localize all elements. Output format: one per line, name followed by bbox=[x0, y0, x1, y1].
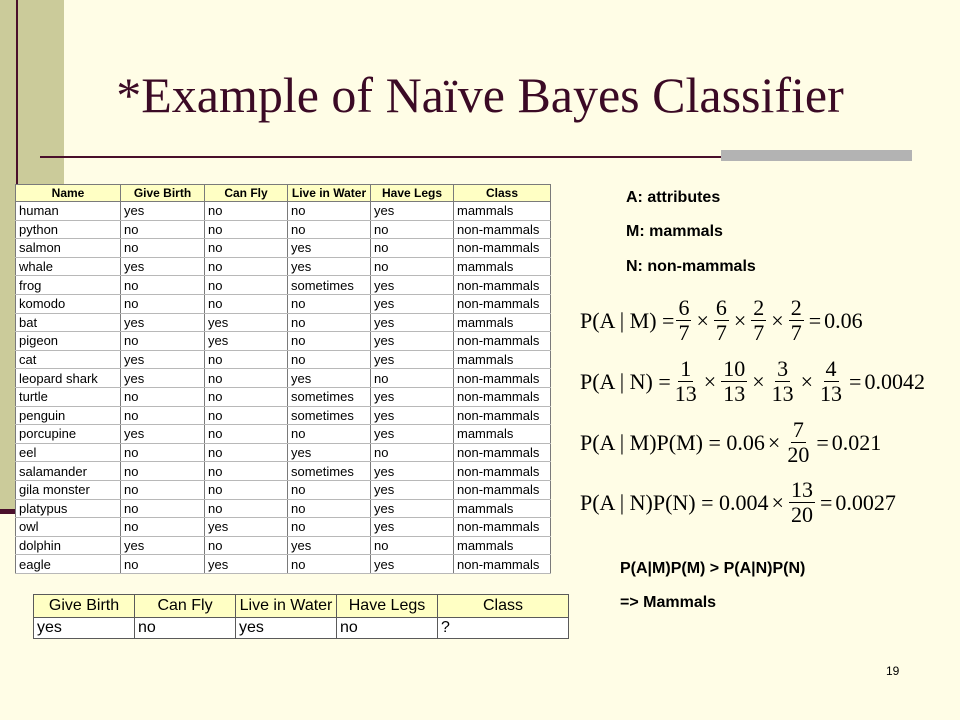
table-cell: no bbox=[205, 536, 288, 555]
table-cell: non-mammals bbox=[454, 480, 551, 499]
fraction bbox=[789, 296, 804, 345]
table-cell: no bbox=[121, 555, 205, 574]
denominator: 20 bbox=[790, 502, 813, 527]
table-cell: yes bbox=[371, 425, 454, 444]
table-cell: no bbox=[205, 257, 288, 276]
table-cell: sometimes bbox=[288, 387, 371, 406]
table-row bbox=[16, 518, 551, 537]
legend-non-mammals: N: non-mammals bbox=[626, 258, 756, 275]
formula-result: 0.0042 bbox=[864, 368, 925, 394]
query-cell: ? bbox=[438, 618, 569, 639]
fraction bbox=[676, 296, 691, 345]
title-accent-bar bbox=[721, 150, 912, 161]
col-header-can-fly: Can Fly bbox=[205, 185, 288, 202]
times-sign: × bbox=[703, 368, 717, 394]
table-cell: no bbox=[205, 369, 288, 388]
times-sign: × bbox=[767, 429, 781, 455]
table-cell: no bbox=[121, 276, 205, 295]
table-cell: no bbox=[121, 294, 205, 313]
fraction bbox=[714, 296, 729, 345]
table-cell: yes bbox=[371, 294, 454, 313]
table-row bbox=[16, 294, 551, 313]
equals-sign: = bbox=[849, 368, 862, 394]
table-cell: mammals bbox=[454, 313, 551, 332]
table-cell: porcupine bbox=[16, 425, 121, 444]
query-col-can-fly: Can Fly bbox=[135, 595, 236, 618]
table-row bbox=[16, 425, 551, 444]
table-cell: yes bbox=[371, 499, 454, 518]
table-cell: gila monster bbox=[16, 480, 121, 499]
table-row bbox=[16, 202, 551, 221]
table-cell: yes bbox=[371, 387, 454, 406]
table-cell: sometimes bbox=[288, 276, 371, 295]
table-row bbox=[16, 369, 551, 388]
equals-sign: = bbox=[819, 489, 833, 515]
table-cell: non-mammals bbox=[454, 332, 551, 351]
denominator: 7 bbox=[678, 320, 690, 345]
table-row bbox=[16, 332, 551, 351]
numerator: 4 bbox=[825, 356, 837, 381]
fraction bbox=[751, 296, 766, 345]
table-cell: no bbox=[205, 202, 288, 221]
numerator: 2 bbox=[753, 295, 765, 320]
table-cell: eel bbox=[16, 443, 121, 462]
table-cell: no bbox=[121, 499, 205, 518]
table-row bbox=[16, 406, 551, 425]
table-cell: no bbox=[205, 443, 288, 462]
table-cell: whale bbox=[16, 257, 121, 276]
times-sign: × bbox=[771, 489, 784, 515]
query-cell: yes bbox=[236, 618, 337, 639]
query-col-give-birth: Give Birth bbox=[34, 595, 135, 618]
col-header-name: Name bbox=[16, 185, 121, 202]
table-cell: no bbox=[205, 387, 288, 406]
query-row bbox=[34, 618, 569, 639]
table-cell: leopard shark bbox=[16, 369, 121, 388]
table-cell: mammals bbox=[454, 202, 551, 221]
table-cell: non-mammals bbox=[454, 387, 551, 406]
table-cell: human bbox=[16, 202, 121, 221]
training-data-table bbox=[15, 184, 551, 574]
table-row bbox=[16, 499, 551, 518]
slide-number: 19 bbox=[886, 664, 900, 678]
table-cell: no bbox=[371, 257, 454, 276]
table-cell: yes bbox=[288, 443, 371, 462]
legend-mammals: M: mammals bbox=[626, 223, 723, 240]
table-cell: no bbox=[288, 518, 371, 537]
fraction bbox=[789, 478, 815, 527]
denominator: 13 bbox=[771, 381, 794, 406]
table-cell: no bbox=[205, 499, 288, 518]
table-cell: mammals bbox=[454, 257, 551, 276]
table-cell: no bbox=[288, 202, 371, 221]
table-cell: sometimes bbox=[288, 406, 371, 425]
table-cell: no bbox=[121, 387, 205, 406]
table-cell: no bbox=[121, 443, 205, 462]
table-row bbox=[16, 536, 551, 555]
formula-lhs: P(A | N) = bbox=[580, 368, 671, 394]
table-cell: salamander bbox=[16, 462, 121, 481]
table-row bbox=[16, 387, 551, 406]
numerator: 6 bbox=[678, 295, 690, 320]
table-cell: yes bbox=[288, 536, 371, 555]
table-cell: non-mammals bbox=[454, 239, 551, 258]
slide-title: *Example of Naïve Bayes Classifier bbox=[116, 67, 844, 123]
table-cell: no bbox=[371, 536, 454, 555]
table-cell: yes bbox=[371, 462, 454, 481]
table-cell: yes bbox=[121, 350, 205, 369]
table-row bbox=[16, 350, 551, 369]
table-cell: non-mammals bbox=[454, 443, 551, 462]
denominator: 13 bbox=[674, 381, 697, 406]
table-cell: dolphin bbox=[16, 536, 121, 555]
numerator: 10 bbox=[723, 356, 746, 381]
table-cell: no bbox=[205, 480, 288, 499]
times-sign: × bbox=[696, 307, 709, 333]
table-cell: non-mammals bbox=[454, 555, 551, 574]
table-cell: mammals bbox=[454, 499, 551, 518]
table-cell: no bbox=[121, 480, 205, 499]
denominator: 13 bbox=[820, 381, 843, 406]
table-cell: mammals bbox=[454, 425, 551, 444]
table-cell: non-mammals bbox=[454, 518, 551, 537]
table-row bbox=[16, 480, 551, 499]
table-cell: no bbox=[371, 220, 454, 239]
times-sign: × bbox=[752, 368, 765, 394]
table-cell: yes bbox=[371, 350, 454, 369]
denominator: 20 bbox=[787, 442, 810, 467]
table-cell: no bbox=[121, 220, 205, 239]
table-cell: no bbox=[371, 443, 454, 462]
table-cell: non-mammals bbox=[454, 369, 551, 388]
table-cell: non-mammals bbox=[454, 276, 551, 295]
query-table bbox=[33, 594, 569, 639]
times-sign: × bbox=[771, 307, 784, 333]
table-cell: yes bbox=[371, 276, 454, 295]
table-cell: yes bbox=[288, 369, 371, 388]
table-cell: bat bbox=[16, 313, 121, 332]
fraction bbox=[770, 357, 796, 406]
table-cell: no bbox=[288, 480, 371, 499]
table-row bbox=[16, 239, 551, 258]
col-header-give-birth: Give Birth bbox=[121, 185, 205, 202]
fraction bbox=[721, 357, 747, 406]
table-cell: yes bbox=[371, 202, 454, 221]
table-cell: mammals bbox=[454, 350, 551, 369]
table-row bbox=[16, 313, 551, 332]
table-cell: no bbox=[205, 239, 288, 258]
table-cell: no bbox=[371, 369, 454, 388]
table-cell: no bbox=[205, 406, 288, 425]
table-body bbox=[16, 202, 551, 574]
fraction bbox=[785, 418, 811, 467]
col-header-have-legs: Have Legs bbox=[371, 185, 454, 202]
col-header-live-in-water: Live in Water bbox=[288, 185, 371, 202]
formula-lhs: P(A | M) = bbox=[580, 307, 675, 333]
table-cell: mammals bbox=[454, 536, 551, 555]
table-cell: yes bbox=[205, 332, 288, 351]
table-cell: yes bbox=[371, 518, 454, 537]
times-sign: × bbox=[733, 307, 747, 333]
table-cell: pigeon bbox=[16, 332, 121, 351]
query-col-have-legs: Have Legs bbox=[337, 595, 438, 618]
legend-attributes: A: attributes bbox=[626, 189, 721, 206]
table-cell: yes bbox=[371, 332, 454, 351]
table-cell: yes bbox=[121, 369, 205, 388]
table-cell: no bbox=[288, 220, 371, 239]
denominator: 7 bbox=[715, 320, 727, 345]
denominator: 7 bbox=[753, 320, 765, 345]
numerator: 7 bbox=[792, 417, 804, 442]
table-row bbox=[16, 443, 551, 462]
table-cell: no bbox=[371, 239, 454, 258]
query-header-row bbox=[34, 595, 569, 618]
table-cell: yes bbox=[371, 480, 454, 499]
denominator: 13 bbox=[723, 381, 746, 406]
numerator: 13 bbox=[790, 477, 813, 502]
table-cell: no bbox=[205, 425, 288, 444]
table-cell: non-mammals bbox=[454, 220, 551, 239]
denominator: 7 bbox=[790, 320, 802, 345]
table-cell: no bbox=[121, 518, 205, 537]
numerator: 1 bbox=[680, 356, 692, 381]
formula-p-a-given-n bbox=[580, 357, 925, 406]
table-cell: no bbox=[205, 294, 288, 313]
table-cell: yes bbox=[121, 257, 205, 276]
comparison-text: P(A|M)P(M) > P(A|N)P(N) bbox=[620, 560, 806, 577]
table-cell: non-mammals bbox=[454, 462, 551, 481]
query-cell: yes bbox=[34, 618, 135, 639]
table-cell: sometimes bbox=[288, 462, 371, 481]
query-col-live-in-water: Live in Water bbox=[236, 595, 337, 618]
table-cell: yes bbox=[121, 536, 205, 555]
table-cell: platypus bbox=[16, 499, 121, 518]
numerator: 2 bbox=[790, 295, 802, 320]
table-row bbox=[16, 220, 551, 239]
table-cell: no bbox=[205, 220, 288, 239]
table-cell: non-mammals bbox=[454, 294, 551, 313]
fraction bbox=[673, 357, 699, 406]
query-cell: no bbox=[135, 618, 236, 639]
table-cell: no bbox=[288, 294, 371, 313]
formula-p-a-given-m bbox=[580, 296, 863, 345]
formula-result: 0.06 bbox=[824, 307, 863, 333]
table-cell: yes bbox=[371, 313, 454, 332]
query-col-class: Class bbox=[438, 595, 569, 618]
numerator: 3 bbox=[777, 356, 789, 381]
table-cell: turtle bbox=[16, 387, 121, 406]
table-cell: yes bbox=[121, 425, 205, 444]
table-cell: yes bbox=[371, 406, 454, 425]
table-cell: yes bbox=[205, 518, 288, 537]
times-sign: × bbox=[800, 368, 814, 394]
table-cell: yes bbox=[121, 313, 205, 332]
formula-posterior-non-mammals bbox=[580, 478, 896, 527]
formula-result: 0.0027 bbox=[835, 489, 896, 515]
table-cell: no bbox=[288, 332, 371, 351]
table-cell: python bbox=[16, 220, 121, 239]
table-cell: no bbox=[121, 406, 205, 425]
table-cell: no bbox=[288, 555, 371, 574]
numerator: 6 bbox=[715, 295, 727, 320]
table-cell: cat bbox=[16, 350, 121, 369]
table-cell: no bbox=[205, 276, 288, 295]
table-cell: yes bbox=[121, 202, 205, 221]
table-row bbox=[16, 462, 551, 481]
table-cell: yes bbox=[371, 555, 454, 574]
table-cell: yes bbox=[288, 257, 371, 276]
table-cell: yes bbox=[205, 555, 288, 574]
table-row bbox=[16, 555, 551, 574]
conclusion-text: => Mammals bbox=[620, 594, 717, 611]
col-header-class: Class bbox=[454, 185, 551, 202]
query-cell: no bbox=[337, 618, 438, 639]
table-cell: no bbox=[288, 313, 371, 332]
table-cell: yes bbox=[205, 313, 288, 332]
table-cell: owl bbox=[16, 518, 121, 537]
table-cell: non-mammals bbox=[454, 406, 551, 425]
table-cell: salmon bbox=[16, 239, 121, 258]
formula-posterior-mammals bbox=[580, 418, 881, 467]
fraction bbox=[818, 357, 844, 406]
table-cell: no bbox=[205, 350, 288, 369]
table-cell: no bbox=[205, 462, 288, 481]
table-cell: no bbox=[121, 332, 205, 351]
equals-sign: = bbox=[816, 429, 829, 455]
table-row bbox=[16, 257, 551, 276]
table-cell: penguin bbox=[16, 406, 121, 425]
formula-lhs: P(A | N)P(N) = 0.004 bbox=[580, 489, 769, 515]
table-cell: no bbox=[121, 462, 205, 481]
table-cell: no bbox=[121, 239, 205, 258]
equals-sign: = bbox=[808, 307, 822, 333]
table-cell: komodo bbox=[16, 294, 121, 313]
table-cell: no bbox=[288, 499, 371, 518]
table-header-row bbox=[16, 185, 551, 202]
table-cell: eagle bbox=[16, 555, 121, 574]
formula-result: 0.021 bbox=[831, 429, 882, 455]
table-row bbox=[16, 276, 551, 295]
table-cell: frog bbox=[16, 276, 121, 295]
table-cell: no bbox=[288, 425, 371, 444]
table-cell: no bbox=[288, 350, 371, 369]
formula-lhs: P(A | M)P(M) = 0.06 bbox=[580, 429, 765, 455]
table-cell: yes bbox=[288, 239, 371, 258]
